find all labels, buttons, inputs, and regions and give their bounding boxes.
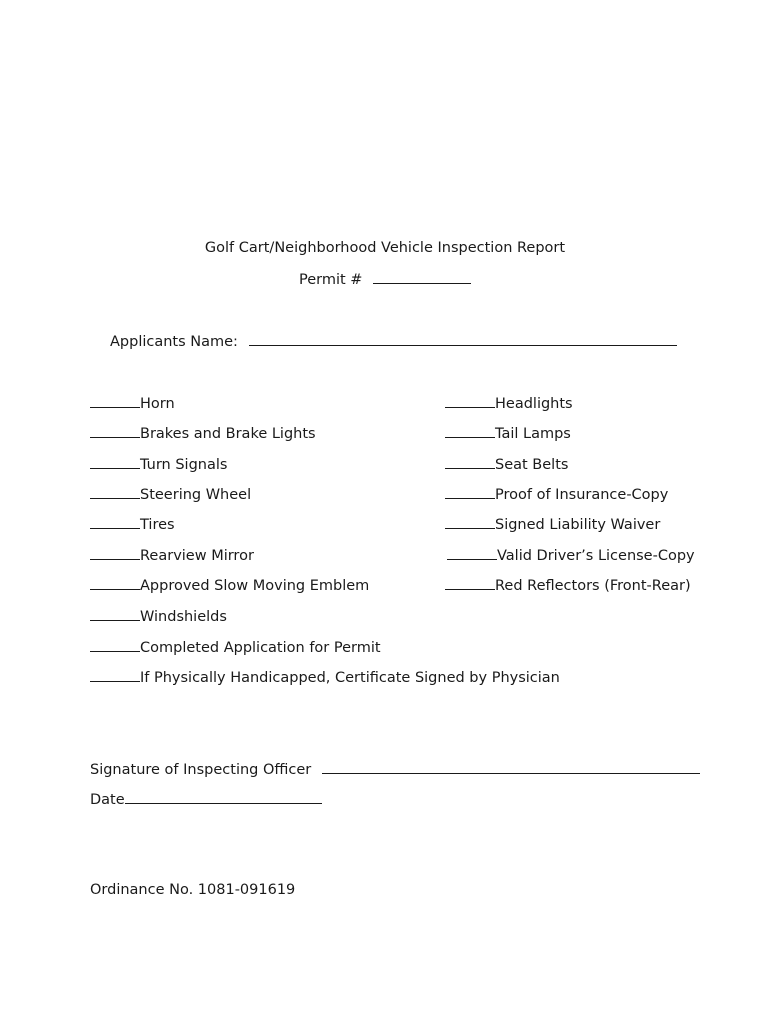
checklist-label: If Physically Handicapped, Certificate Signed by Physician [140, 670, 560, 686]
checklist-label: Completed Application for Permit [140, 640, 381, 656]
applicant-name-blank[interactable] [249, 331, 677, 346]
check-blank[interactable] [90, 575, 140, 590]
checklist-item-turn-signals [90, 454, 227, 474]
check-blank[interactable] [447, 545, 497, 560]
checklist-item-handicapped-certificate [90, 667, 560, 687]
check-blank[interactable] [445, 575, 495, 590]
checklist-label: Brakes and Brake Lights [140, 426, 316, 442]
date-label: Date [90, 792, 125, 808]
check-blank[interactable] [90, 606, 140, 621]
check-blank[interactable] [90, 393, 140, 408]
officer-signature-blank[interactable] [322, 759, 700, 774]
checklist-item-seat-belts [445, 454, 568, 474]
checklist-item-red-reflectors [445, 575, 691, 595]
check-blank[interactable] [90, 454, 140, 469]
checklist-label: Valid Driver’s License-Copy [497, 548, 695, 564]
permit-number-blank[interactable] [373, 269, 471, 284]
checklist-label: Signed Liability Waiver [495, 517, 661, 533]
officer-signature-label: Signature of Inspecting Officer [90, 762, 312, 778]
checklist-label: Steering Wheel [140, 487, 252, 503]
checklist-label: Rearview Mirror [140, 548, 254, 564]
checklist-item-completed-application [90, 637, 381, 657]
check-blank[interactable] [90, 514, 140, 529]
check-blank[interactable] [445, 484, 495, 499]
checklist-label: Horn [140, 396, 175, 412]
check-blank[interactable] [445, 423, 495, 438]
permit-label: Permit # [298, 272, 363, 288]
checklist-item-brakes [90, 423, 316, 443]
check-blank[interactable] [90, 484, 140, 499]
checklist-item-steering-wheel [90, 484, 251, 504]
checklist-item-slow-moving-emblem [90, 575, 369, 595]
checklist-label: Headlights [495, 396, 573, 412]
checklist-item-liability-waiver [445, 514, 660, 534]
check-blank[interactable] [90, 545, 140, 560]
officer-signature-line [90, 759, 700, 779]
checklist-label: Windshields [140, 609, 227, 625]
applicant-name-line [110, 331, 677, 351]
checklist-label: Red Reflectors (Front-Rear) [495, 578, 691, 594]
check-blank[interactable] [90, 667, 140, 682]
permit-line [0, 269, 770, 289]
check-blank[interactable] [90, 637, 140, 652]
check-blank[interactable] [445, 454, 495, 469]
checklist-item-proof-of-insurance [445, 484, 668, 504]
checklist-label: Tail Lamps [495, 426, 571, 442]
checklist-item-rearview-mirror [90, 545, 254, 565]
check-blank[interactable] [90, 423, 140, 438]
applicant-name-label: Applicants Name: [110, 334, 238, 350]
checklist-item-tail-lamps [445, 423, 571, 443]
checklist-item-drivers-license [447, 545, 695, 565]
checklist-label: Approved Slow Moving Emblem [140, 578, 370, 594]
checklist-item-windshields [90, 606, 227, 626]
date-blank[interactable] [125, 789, 322, 804]
checklist-item-tires [90, 514, 175, 534]
checklist-item-headlights [445, 393, 573, 413]
check-blank[interactable] [445, 514, 495, 529]
report-title: Golf Cart/Neighborhood Vehicle Inspection Report [204, 240, 566, 256]
checklist-label: Proof of Insurance-Copy [495, 487, 669, 503]
checklist-label: Tires [140, 517, 175, 533]
ordinance-number: Ordinance No. 1081-091619 [90, 882, 296, 898]
checklist-label: Seat Belts [495, 457, 569, 473]
checklist-label: Turn Signals [140, 457, 228, 473]
check-blank[interactable] [445, 393, 495, 408]
date-line [90, 789, 322, 809]
checklist-item-horn [90, 393, 175, 413]
